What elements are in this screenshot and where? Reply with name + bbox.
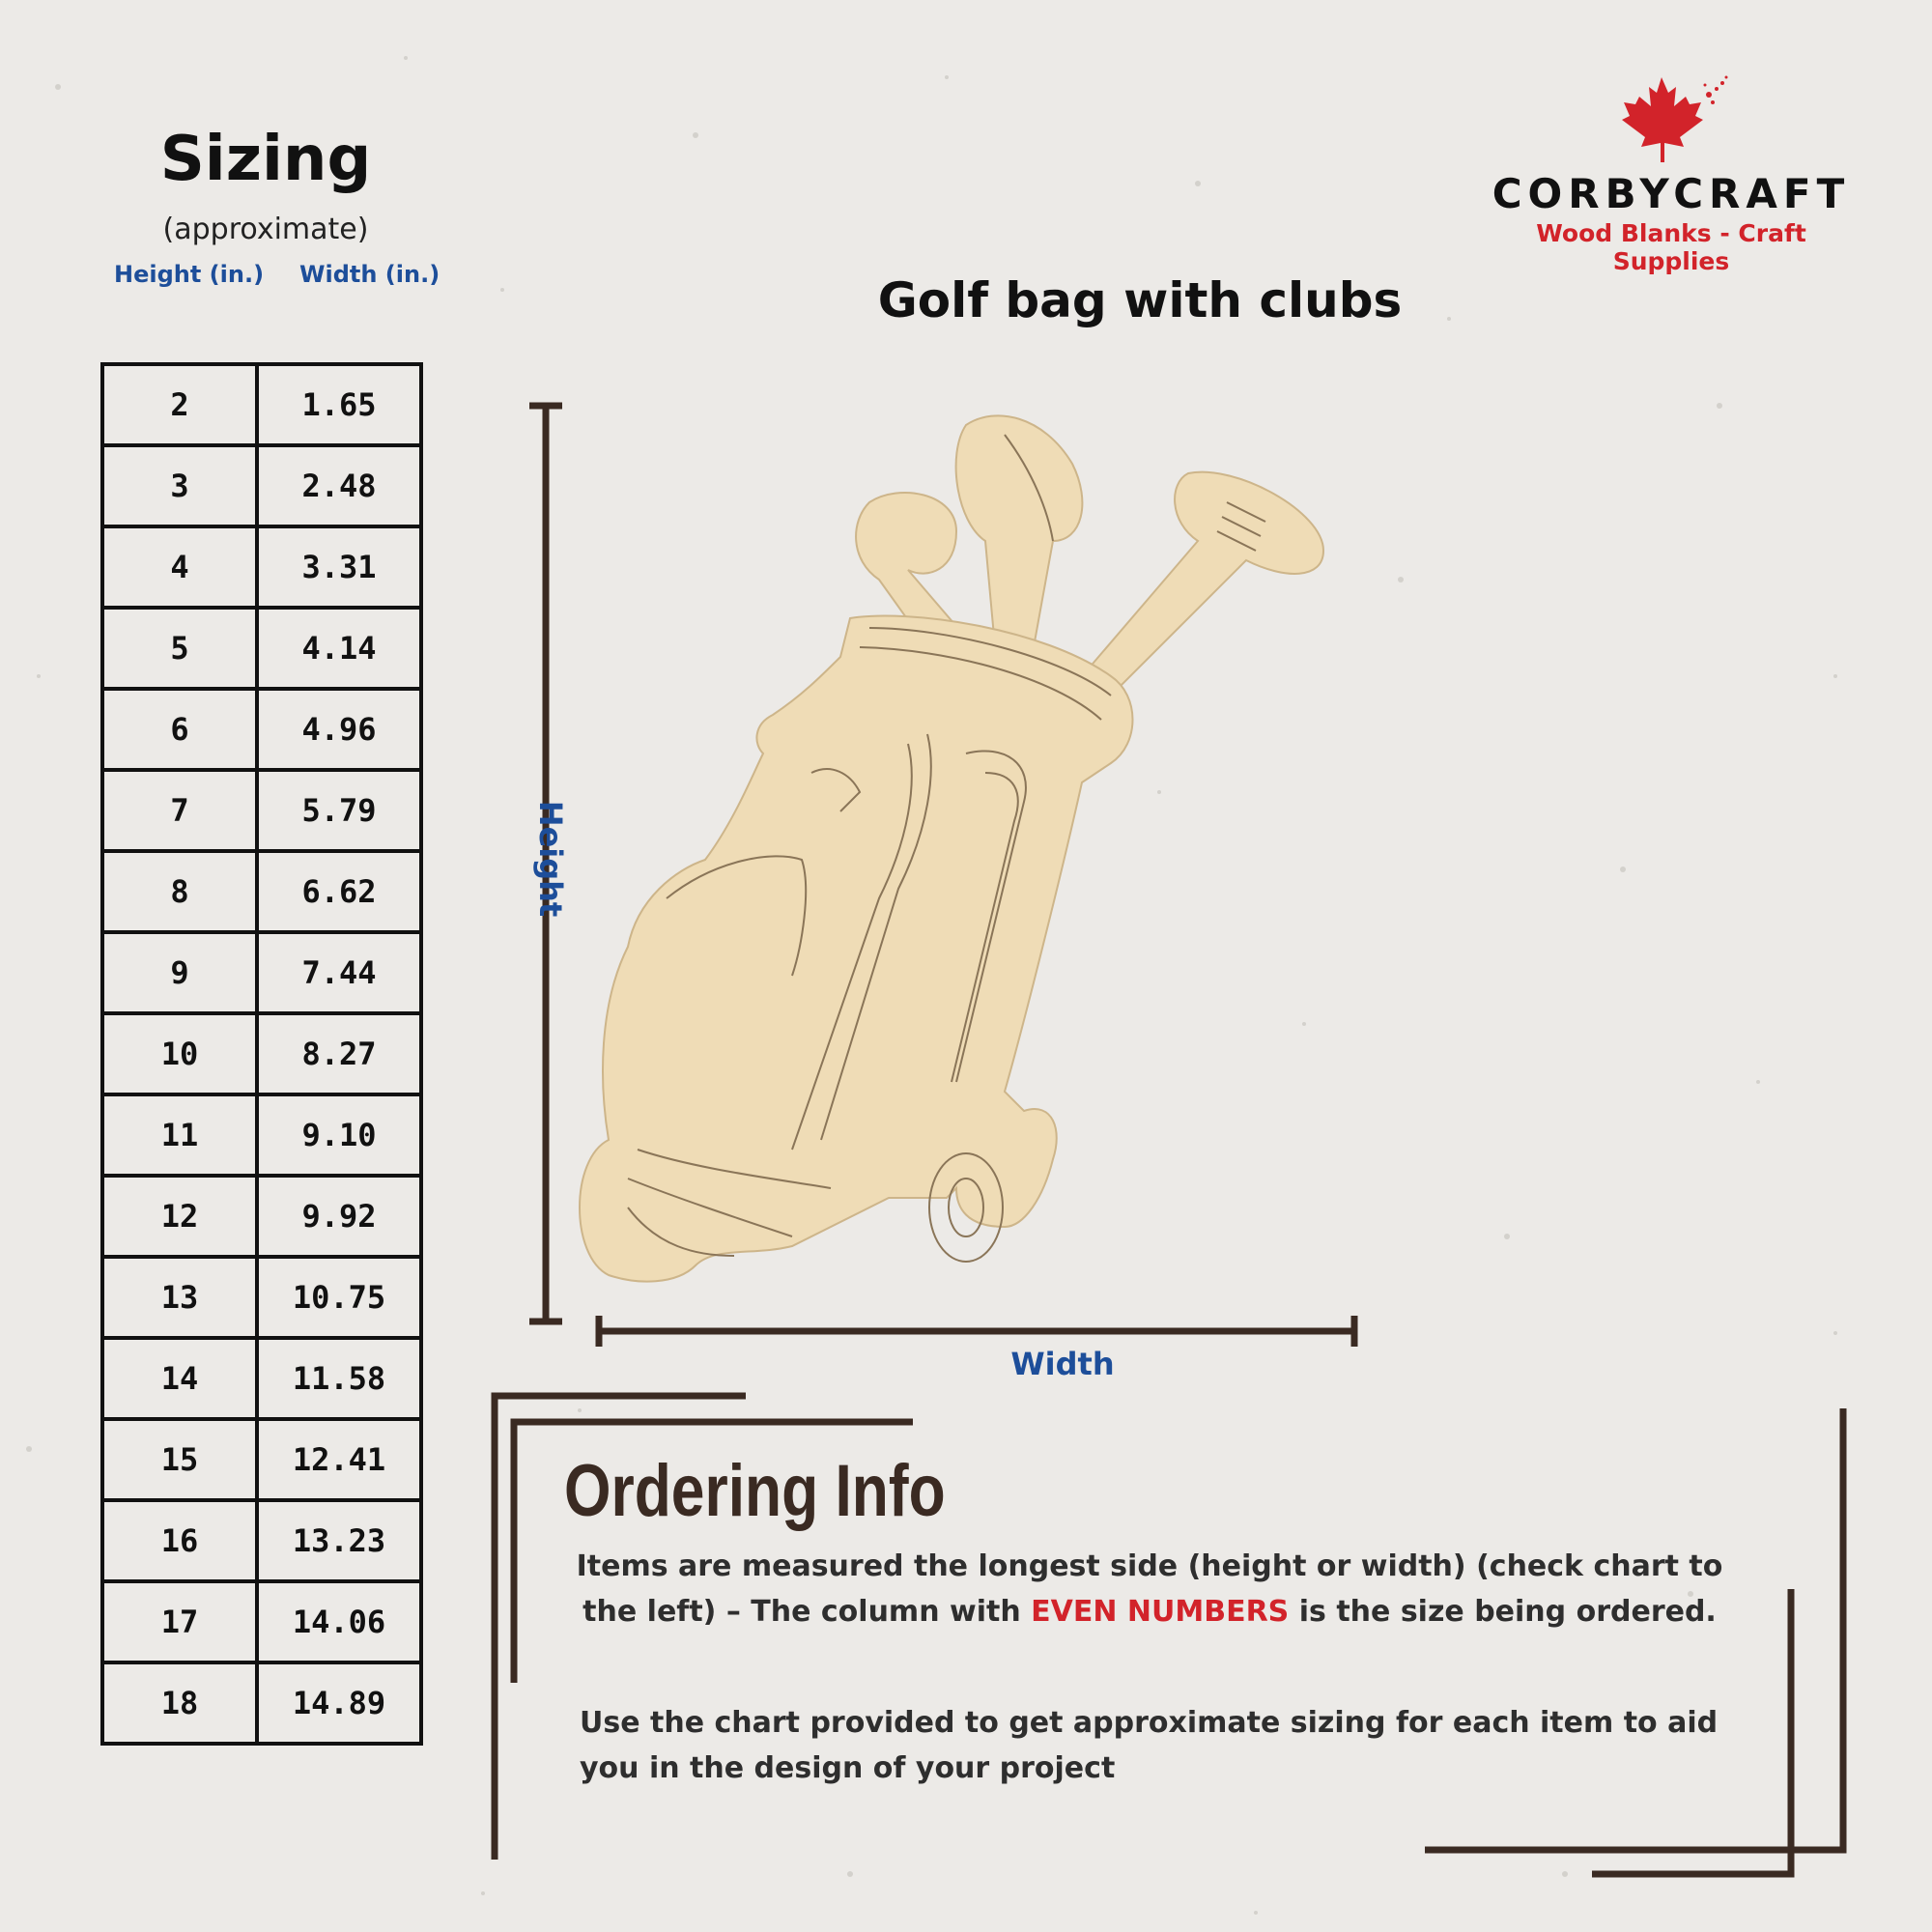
- height-column-header: Height (in.): [114, 261, 265, 288]
- height-cell: 17: [102, 1581, 257, 1662]
- ordering-text: is the size being ordered.: [1289, 1595, 1717, 1629]
- width-cell: 6.62: [257, 851, 421, 932]
- height-cell: 9: [102, 932, 257, 1013]
- width-cell: 3.31: [257, 526, 421, 608]
- width-cell: 10.75: [257, 1257, 421, 1338]
- height-cell: 2: [102, 364, 257, 445]
- height-cell: 16: [102, 1500, 257, 1581]
- height-cell: 6: [102, 689, 257, 770]
- height-cell: 13: [102, 1257, 257, 1338]
- height-cell: 8: [102, 851, 257, 932]
- width-cell: 8.27: [257, 1013, 421, 1094]
- brand-tagline: Wood Blanks - Craft Supplies: [1536, 219, 1806, 275]
- height-cell: 7: [102, 770, 257, 851]
- height-cell: 10: [102, 1013, 257, 1094]
- ordering-text: Items are measured the longest side (height or width) (check chart to the left) – The column with: [576, 1549, 1723, 1629]
- sizing-subtitle: (approximate): [162, 213, 369, 246]
- height-cell: 18: [102, 1662, 257, 1744]
- width-column-header: Width (in.): [299, 261, 440, 288]
- width-cell: 5.79: [257, 770, 421, 851]
- even-numbers-highlight: EVEN NUMBERS: [1031, 1595, 1290, 1629]
- width-cell: 11.58: [257, 1338, 421, 1419]
- brand-name: CORBYCRAFT: [1492, 170, 1851, 217]
- height-cell: 15: [102, 1419, 257, 1500]
- width-cell: 13.23: [257, 1500, 421, 1581]
- width-cell: 14.06: [257, 1581, 421, 1662]
- width-cell: 1.65: [257, 364, 421, 445]
- height-cell: 14: [102, 1338, 257, 1419]
- width-cell: 9.92: [257, 1176, 421, 1257]
- width-cell: 12.41: [257, 1419, 421, 1500]
- ordering-title: Ordering Info: [564, 1450, 946, 1532]
- width-cell: 4.14: [257, 608, 421, 689]
- product-title: Golf bag with clubs: [877, 272, 1403, 328]
- width-cell: 2.48: [257, 445, 421, 526]
- width-cell: 14.89: [257, 1662, 421, 1744]
- height-cell: 3: [102, 445, 257, 526]
- height-cell: 5: [102, 608, 257, 689]
- width-cell: 7.44: [257, 932, 421, 1013]
- width-cell: 9.10: [257, 1094, 421, 1176]
- height-cell: 12: [102, 1176, 257, 1257]
- sizing-title: Sizing: [159, 124, 372, 195]
- ordering-paragraph-1: [570, 1544, 1729, 1634]
- height-cell: 4: [102, 526, 257, 608]
- width-cell: 4.96: [257, 689, 421, 770]
- width-label: Width: [1010, 1346, 1115, 1382]
- ordering-paragraph-2: Use the chart provided to get approximate sizing for each item to aid you in the design of your project: [580, 1706, 1719, 1785]
- height-cell: 11: [102, 1094, 257, 1176]
- height-label: Height: [532, 800, 569, 918]
